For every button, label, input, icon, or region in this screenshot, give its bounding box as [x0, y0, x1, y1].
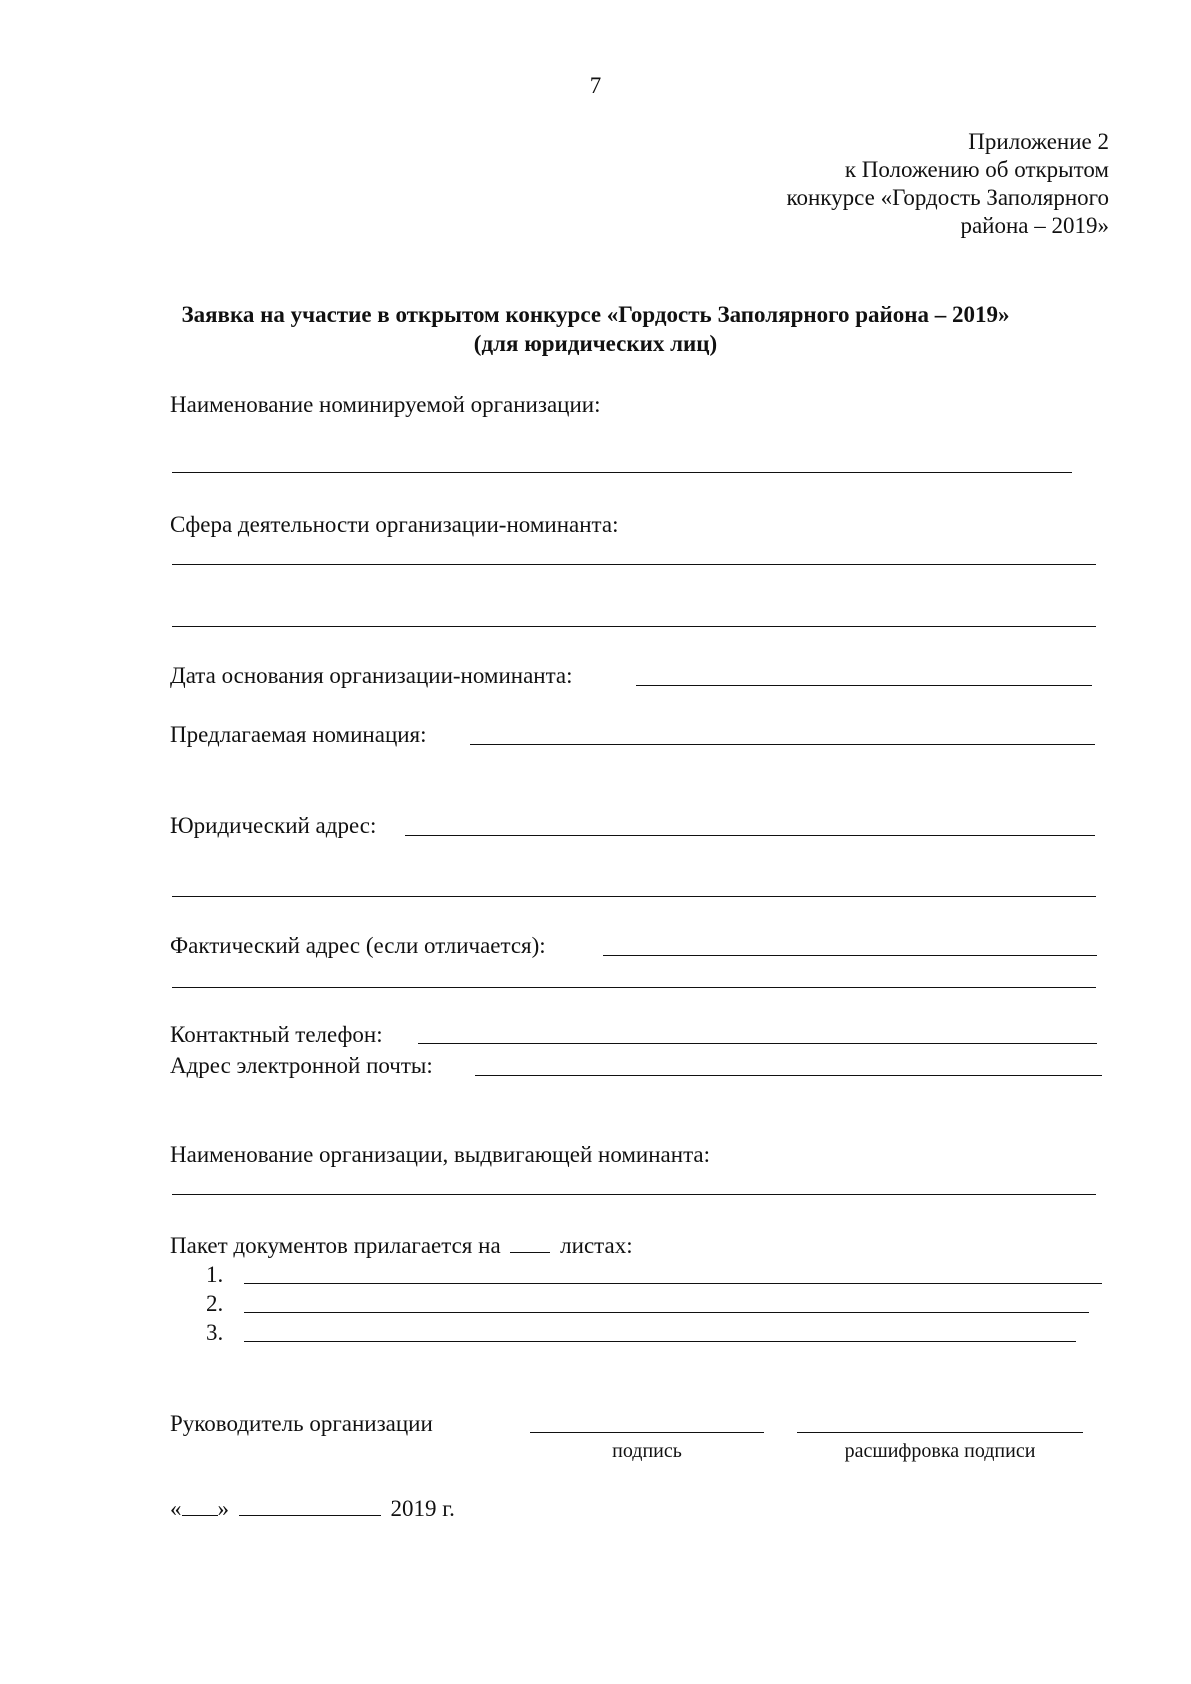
- sphere-label: Сфера деятельности организации-номинанта:: [170, 512, 619, 537]
- date-open-quote: «: [170, 1496, 182, 1521]
- actual-address-line-2[interactable]: [172, 987, 1096, 988]
- legal-address-line-2[interactable]: [172, 896, 1096, 897]
- documents-suffix: листах:: [560, 1233, 633, 1258]
- actual-address-label: Фактический адрес (если отличается):: [170, 933, 546, 958]
- phone-label: Контактный телефон:: [170, 1022, 383, 1047]
- head-label: Руководитель организации: [170, 1411, 433, 1436]
- email-line[interactable]: [475, 1075, 1102, 1076]
- documents-label: [170, 1234, 633, 1257]
- org-name-line[interactable]: [172, 472, 1072, 473]
- sheet-count-blank[interactable]: [510, 1234, 550, 1253]
- appendix-header: [786, 128, 1109, 240]
- form-title: [0, 300, 1191, 358]
- legal-address-label: Юридический адрес:: [170, 813, 377, 838]
- signature-line[interactable]: [530, 1432, 764, 1433]
- legal-address-line-1[interactable]: [405, 835, 1095, 836]
- date-day-blank[interactable]: [182, 1497, 218, 1516]
- signature-decode-line[interactable]: [797, 1432, 1083, 1433]
- signature-decode-caption: расшифровка подписи: [844, 1440, 1036, 1462]
- date-close-quote: »: [217, 1496, 229, 1521]
- appendix-line: района – 2019»: [960, 213, 1109, 238]
- document-item-line-1[interactable]: [244, 1283, 1102, 1284]
- appendix-line: конкурсе «Гордость Заполярного: [786, 185, 1109, 210]
- documents-prefix: Пакет документов прилагается на: [170, 1233, 501, 1258]
- date-year: 2019 г.: [390, 1496, 455, 1521]
- appendix-line: к Положению об открытом: [844, 157, 1109, 182]
- appendix-line: Приложение 2: [968, 129, 1109, 154]
- signature-caption: подпись: [612, 1440, 682, 1462]
- title-line: Заявка на участие в открытом конкурсе «Гордость Заполярного района – 2019»: [181, 302, 1010, 327]
- document-item-line-2[interactable]: [244, 1312, 1089, 1313]
- sphere-line-1[interactable]: [172, 564, 1096, 565]
- founded-line[interactable]: [636, 685, 1092, 686]
- phone-line[interactable]: [418, 1043, 1097, 1044]
- nominator-line[interactable]: [172, 1194, 1096, 1195]
- founded-label: Дата основания организации-номинанта:: [170, 663, 573, 688]
- date-line: [170, 1497, 455, 1520]
- actual-address-line-1[interactable]: [603, 955, 1097, 956]
- nomination-label: Предлагаемая номинация:: [170, 722, 427, 747]
- date-month-blank[interactable]: [239, 1497, 381, 1516]
- page-number: 7: [589, 73, 602, 98]
- nomination-line[interactable]: [470, 744, 1095, 745]
- document-item-number: 1.: [206, 1262, 224, 1287]
- document-item-number: 2.: [206, 1291, 224, 1316]
- sphere-line-2[interactable]: [172, 626, 1096, 627]
- org-name-label: Наименование номинируемой организации:: [170, 392, 601, 417]
- email-label: Адрес электронной почты:: [170, 1053, 433, 1078]
- nominator-label: Наименование организации, выдвигающей номинанта:: [170, 1142, 710, 1167]
- document-item-line-3[interactable]: [244, 1341, 1076, 1342]
- title-subline: (для юридических лиц): [473, 331, 718, 356]
- document-item-number: 3.: [206, 1320, 224, 1345]
